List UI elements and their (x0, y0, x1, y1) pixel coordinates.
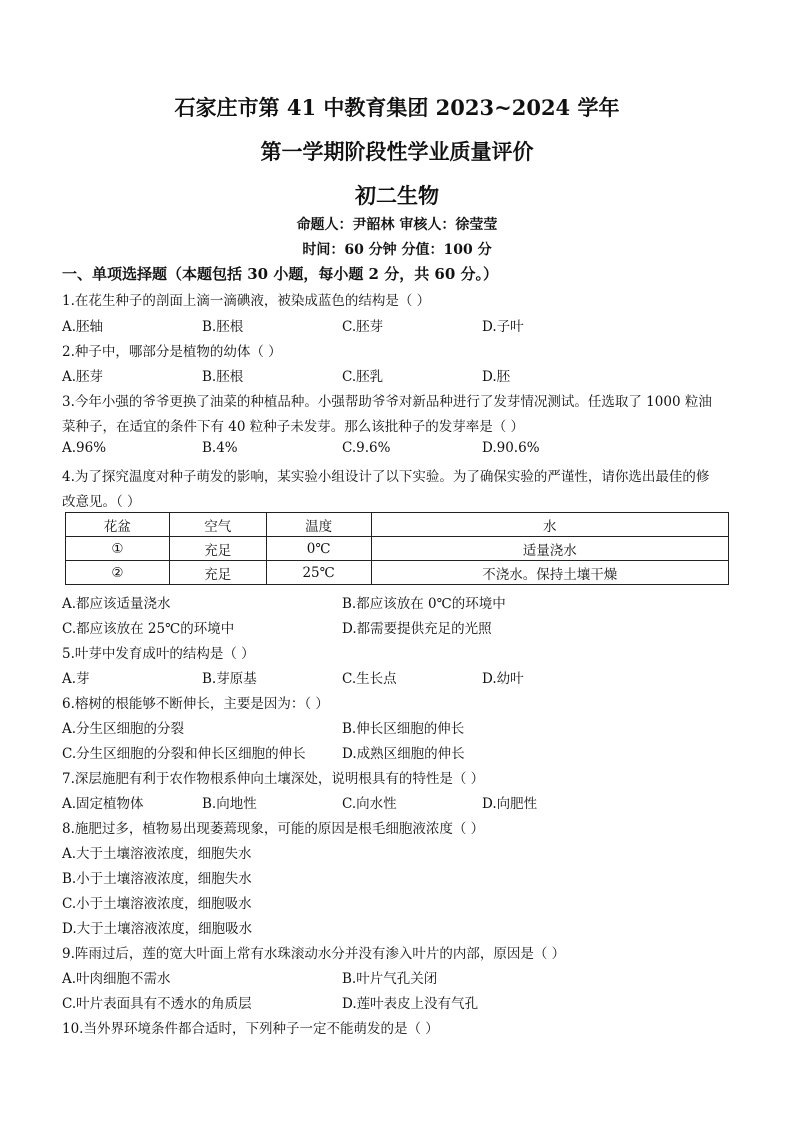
q6-option-d: D.成熟区细胞的伸长 (342, 746, 465, 762)
q2-option-d: D.胚 (482, 369, 511, 385)
exam-subtitle: 第一学期阶段性学业质量评价 (260, 139, 534, 164)
question-1: 1.在花生种子的剖面上滴一滴碘液，被染成蓝色的结构是（ ） (62, 293, 431, 309)
q8-option-d: D.大于土壤溶液浓度，细胞吸水 (62, 921, 253, 937)
q1-option-b: B.胚根 (202, 319, 244, 335)
question-7: 7.深层施肥有利于农作物根系伸向土壤深处，说明根具有的特性是（ ） (62, 771, 485, 787)
q7-option-d: D.向肥性 (482, 796, 538, 812)
question-2: 2.种子中，哪部分是植物的幼体（ ） (62, 344, 282, 360)
question-6: 6.榕树的根能够不断伸长，主要是因为：（ ） (62, 696, 329, 712)
q3-option-d: D.90.6% (482, 440, 540, 456)
table-cell: 0℃ (266, 537, 371, 561)
q3-option-a: A.96% (62, 440, 107, 456)
q6-option-c: C.分生区细胞的分裂和伸长区细胞的伸长 (62, 746, 306, 762)
question-8: 8.施肥过多，植物易出现萎蔫现象，可能的原因是根毛细胞液浓度（ ） (62, 821, 485, 837)
question-3: 3.今年小强的爷爷更换了油菜的种植品种。小强帮助爷爷对新品种进行了发芽情况测试。任选取了 1000 粒油 (62, 394, 712, 410)
q9-option-d: D.莲叶表皮上没有气孔 (342, 996, 479, 1012)
exam-title: 石家庄市第 41 中教育集团 2023~2024 学年 (174, 95, 620, 120)
table-cell: ② (66, 561, 170, 585)
q7-option-a: A.固定植物体 (62, 796, 144, 812)
q9-option-b: B.叶片气孔关闭 (342, 971, 438, 987)
q1-option-a: A.胚轴 (62, 319, 104, 335)
q9-option-c: C.叶片表面具有不透水的角质层 (62, 996, 252, 1012)
section-heading: 一、单项选择题（本题包括 30 小题，每小题 2 分，共 60 分。） (62, 265, 499, 283)
q7-option-c: C.向水性 (342, 796, 397, 812)
subject-title: 初二生物 (355, 183, 439, 208)
q1-option-c: C.胚芽 (342, 319, 384, 335)
time-score-line: 时间：60 分钟 分值：100 分 (302, 242, 492, 258)
q2-option-b: B.胚根 (202, 369, 244, 385)
table-header-cell: 温度 (266, 513, 371, 537)
q8-option-c: C.小于土壤溶液浓度，细胞吸水 (62, 896, 252, 912)
q5-option-b: B.芽原基 (202, 671, 257, 687)
authors-line: 命题人：尹韶林 审核人：徐莹莹 (296, 217, 498, 233)
table-header-cell: 空气 (169, 513, 266, 537)
q5-option-c: C.生长点 (342, 671, 397, 687)
q5-option-d: D.幼叶 (482, 671, 524, 687)
q2-option-a: A.胚芽 (62, 369, 104, 385)
q6-option-b: B.伸长区细胞的伸长 (342, 721, 465, 737)
q4-option-b: B.都应该放在 0℃的环境中 (342, 596, 506, 612)
table-row (66, 537, 729, 561)
q3-option-c: C.9.6% (342, 440, 391, 456)
q6-option-a: A.分生区细胞的分裂 (62, 721, 185, 737)
table-cell: 充足 (169, 537, 266, 561)
q8-option-b: B.小于土壤溶液浓度，细胞失水 (62, 871, 252, 887)
q4-option-c: C.都应该放在 25℃的环境中 (62, 621, 235, 637)
q5-option-a: A.芽 (62, 671, 90, 687)
q9-option-a: A.叶肉细胞不需水 (62, 971, 171, 987)
table-cell: 适量浇水 (371, 537, 728, 561)
table-header-cell: 水 (371, 513, 728, 537)
table-header-row (66, 513, 729, 537)
table-header-cell: 花盆 (66, 513, 170, 537)
q1-option-d: D.子叶 (482, 319, 524, 335)
experiment-table (65, 512, 729, 585)
question-10: 10.当外界环境条件都合适时，下列种子一定不能萌发的是（ ） (62, 1021, 439, 1037)
q8-option-a: A.大于土壤溶液浓度，细胞失水 (62, 846, 252, 862)
q4-option-d: D.都需要提供充足的光照 (342, 621, 492, 637)
question-4-cont: 改意见。（ ） (62, 494, 141, 510)
table-cell: 充足 (169, 561, 266, 585)
question-3-cont: 菜种子，在适宜的条件下有 40 粒种子未发芽。那么该批种子的发芽率是（ ） (62, 419, 525, 435)
table-cell: 不浇水。保持土壤干燥 (371, 561, 728, 585)
table-row (66, 561, 729, 585)
q2-option-c: C.胚乳 (342, 369, 384, 385)
question-5: 5.叶芽中发育成叶的结构是（ ） (62, 646, 255, 662)
table-cell: ① (66, 537, 170, 561)
question-4: 4.为了探究温度对种子萌发的影响，某实验小组设计了以下实验。为了确保实验的严谨性，请你选出最佳的修 (62, 469, 710, 485)
table-cell: 25℃ (266, 561, 371, 585)
q7-option-b: B.向地性 (202, 796, 257, 812)
q4-option-a: A.都应该适量浇水 (62, 596, 171, 612)
q3-option-b: B.4% (202, 440, 238, 456)
question-9: 9.阵雨过后，莲的宽大叶面上常有水珠滚动水分并没有渗入叶片的内部，原因是（ ） (62, 946, 566, 962)
